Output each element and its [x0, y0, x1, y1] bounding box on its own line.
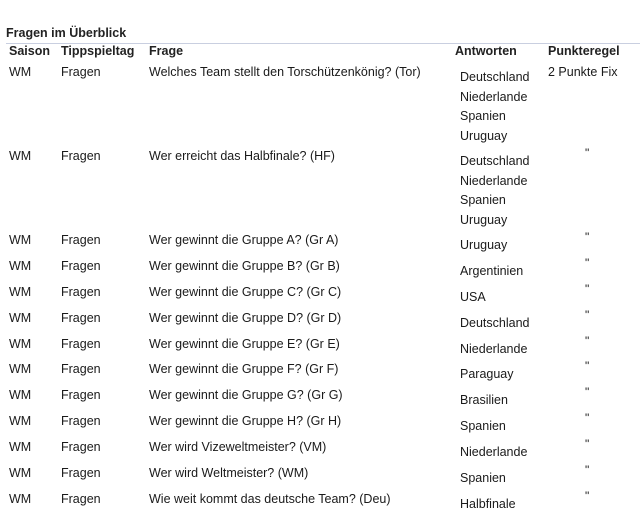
table-row	[0, 62, 640, 146]
punkteregel-cell: "	[585, 385, 590, 400]
tippspieltag-cell: Fragen	[61, 258, 101, 273]
saison-cell: WM	[9, 284, 32, 299]
antworten-cell	[460, 236, 507, 256]
answer-item: Uruguay	[460, 128, 508, 143]
saison-cell: WM	[9, 258, 32, 273]
answer-item: Uruguay	[460, 238, 508, 252]
column-header-punkteregel: Punkteregel	[548, 44, 620, 58]
answer-item: Niederlande	[460, 341, 528, 356]
antworten-cell	[460, 469, 506, 489]
antworten-cell	[460, 365, 514, 385]
tippspieltag-cell: Fragen	[61, 491, 101, 506]
frage-cell: Wer gewinnt die Gruppe H? (Gr H)	[149, 414, 342, 429]
punkteregel-cell: "	[585, 281, 590, 296]
antworten-cell	[460, 288, 486, 308]
punkteregel-cell: "	[585, 146, 590, 160]
table-row	[0, 230, 640, 256]
frage-cell: Wer gewinnt die Gruppe E? (Gr E)	[149, 336, 340, 351]
table-row	[0, 146, 640, 230]
table-row	[0, 256, 640, 282]
frage-cell: Wer gewinnt die Gruppe G? (Gr G)	[149, 388, 343, 403]
answer-item: USA	[460, 289, 486, 304]
tippspieltag-cell: Fragen	[61, 414, 101, 429]
tippspieltag-cell: Fragen	[61, 336, 101, 351]
column-header-frage: Frage	[149, 44, 184, 58]
antworten-cell	[460, 262, 523, 282]
table-row	[0, 411, 640, 437]
tippspieltag-cell: Fragen	[61, 362, 101, 377]
table-row	[0, 489, 640, 515]
punkteregel-cell: "	[585, 230, 590, 244]
answer-item: Spanien	[460, 193, 506, 207]
answer-item: Brasilien	[460, 393, 508, 408]
tippspieltag-cell: Fragen	[61, 466, 101, 481]
answer-item: Spanien	[460, 471, 506, 486]
punkteregel-cell: 2 Punkte Fix	[548, 65, 618, 79]
saison-cell: WM	[9, 149, 32, 163]
saison-cell: WM	[9, 388, 32, 403]
tippspieltag-cell: Fragen	[61, 149, 101, 163]
saison-cell: WM	[9, 414, 32, 429]
answer-item: Niederlande	[460, 89, 528, 104]
punkteregel-cell: "	[585, 463, 590, 478]
answer-item: Argentinien	[460, 263, 524, 278]
frage-cell: Wer gewinnt die Gruppe C? (Gr C)	[149, 284, 342, 299]
saison-cell: WM	[9, 336, 32, 351]
answer-item: Uruguay	[460, 212, 508, 227]
table-row	[0, 334, 640, 360]
table-row	[0, 308, 640, 334]
table-row	[0, 437, 640, 463]
antworten-cell	[460, 495, 516, 515]
table-header	[0, 44, 640, 60]
punkteregel-cell: "	[585, 359, 590, 374]
punkteregel-cell: "	[585, 488, 590, 503]
antworten-cell	[460, 314, 530, 334]
table-row	[0, 385, 640, 411]
frage-cell: Wer gewinnt die Gruppe B? (Gr B)	[149, 258, 340, 273]
frage-cell: Wer gewinnt die Gruppe D? (Gr D)	[149, 310, 342, 325]
saison-cell: WM	[9, 310, 32, 325]
table-row	[0, 282, 640, 308]
answer-item: Deutschland	[460, 315, 530, 330]
tippspieltag-cell: Fragen	[61, 440, 101, 455]
punkteregel-cell: "	[585, 307, 590, 322]
punkteregel-cell: "	[585, 437, 590, 452]
table-row	[0, 359, 640, 385]
antworten-cell	[460, 68, 530, 146]
answer-item: Niederlande	[460, 445, 528, 460]
frage-cell: Wer wird Vizeweltmeister? (VM)	[149, 440, 327, 455]
saison-cell: WM	[9, 65, 32, 79]
column-header-tippspieltag: Tippspieltag	[61, 44, 135, 58]
saison-cell: WM	[9, 362, 32, 377]
answer-item: Niederlande	[460, 173, 528, 188]
saison-cell: WM	[9, 491, 32, 506]
punkteregel-cell: "	[585, 333, 590, 348]
saison-cell: WM	[9, 233, 32, 247]
answer-item: Deutschland	[460, 70, 530, 84]
frage-cell: Welches Team stellt den Torschützenkönig? (Tor)	[149, 65, 421, 79]
antworten-cell	[460, 340, 527, 360]
answer-item: Spanien	[460, 419, 506, 434]
punkteregel-cell: "	[585, 411, 590, 426]
questions-table-body	[0, 62, 640, 515]
answer-item: Spanien	[460, 109, 506, 123]
antworten-cell	[460, 152, 530, 230]
frage-cell: Wer erreicht das Halbfinale? (HF)	[149, 149, 335, 163]
frage-cell: Wie weit kommt das deutsche Team? (Deu)	[149, 491, 391, 506]
tippspieltag-cell: Fragen	[61, 65, 101, 79]
frage-cell: Wer gewinnt die Gruppe F? (Gr F)	[149, 362, 339, 377]
answer-item: Paraguay	[460, 367, 514, 382]
frage-cell: Wer gewinnt die Gruppe A? (Gr A)	[149, 233, 339, 247]
saison-cell: WM	[9, 440, 32, 455]
antworten-cell	[460, 443, 527, 463]
table-row	[0, 463, 640, 489]
saison-cell: WM	[9, 466, 32, 481]
punkteregel-cell: "	[585, 255, 590, 270]
tippspieltag-cell: Fragen	[61, 310, 101, 325]
tippspieltag-cell: Fragen	[61, 388, 101, 403]
column-header-antworten: Antworten	[455, 44, 517, 58]
frage-cell: Wer wird Weltmeister? (WM)	[149, 466, 309, 481]
tippspieltag-cell: Fragen	[61, 233, 101, 247]
column-header-saison: Saison	[9, 44, 50, 58]
page-title: Fragen im Überblick	[6, 26, 127, 40]
antworten-cell	[460, 417, 506, 437]
answer-item: Halbfinale	[460, 496, 516, 511]
antworten-cell	[460, 391, 508, 411]
answer-item: Deutschland	[460, 154, 530, 168]
tippspieltag-cell: Fragen	[61, 284, 101, 299]
